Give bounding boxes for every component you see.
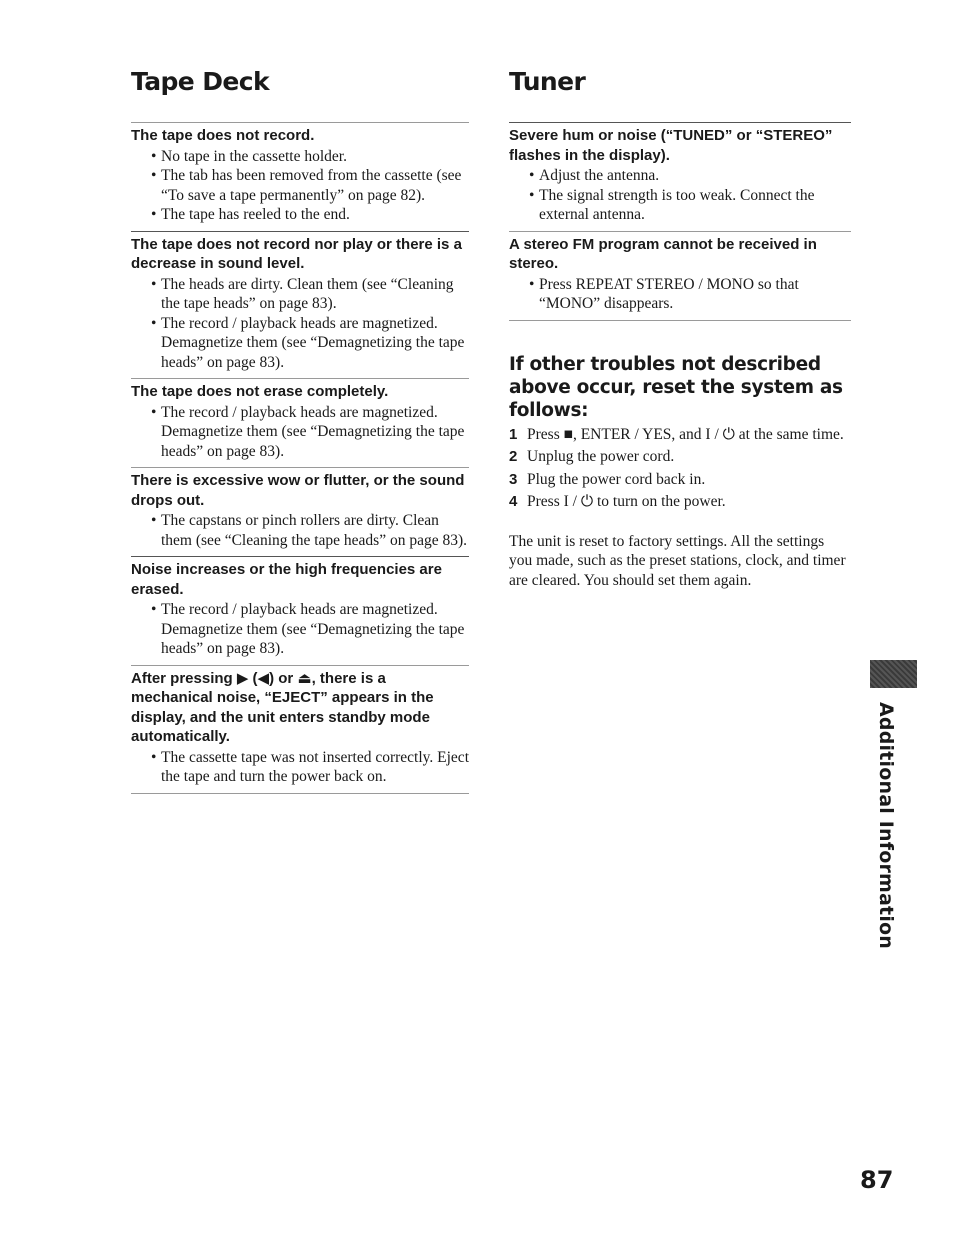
remedy-text: The cassette tape was not inserted correctly. Eject the tape and turn the power back on.	[161, 748, 469, 785]
tape-deck-title: Tape Deck	[131, 67, 270, 96]
remedy-item	[151, 147, 469, 167]
section-tab-marker	[870, 660, 917, 688]
reset-steps	[509, 425, 851, 512]
remedy-list	[131, 275, 469, 373]
trouble-heading: Severe hum or noise (“TUNED” or “STEREO” flashes in the display).	[509, 127, 833, 164]
trouble-heading: Noise increases or the high frequencies are erased.	[131, 561, 442, 598]
bullet-glyph: •	[529, 186, 535, 204]
remedy-item	[151, 403, 469, 462]
trouble-heading: A stereo FM program cannot be received in stereo.	[509, 235, 817, 272]
remedy-item	[151, 314, 469, 373]
trouble-section	[131, 123, 469, 231]
remedy-text: The record / playback heads are magnetized. Demagnetize them (see “Demagnetizing the tape heads” on page 83).	[161, 314, 465, 371]
remedy-list	[131, 511, 469, 550]
remedy-list	[509, 166, 851, 225]
remedy-text: The capstans or pinch rollers are dirty. Clean them (see “Cleaning the tape heads” on page 83).	[161, 512, 468, 549]
remedy-text: Press REPEAT STEREO / MONO so that “MONO” disappears.	[539, 275, 799, 312]
trouble-heading: There is excessive wow or flutter, or the sound drops out.	[131, 472, 465, 509]
bullet-glyph: •	[151, 275, 157, 293]
trouble-heading: The tape does not erase completely.	[131, 383, 389, 400]
trouble-section	[131, 557, 469, 665]
remedy-item	[529, 166, 851, 186]
tape-deck-column	[131, 62, 469, 794]
step-number: 4	[509, 493, 518, 510]
remedy-text: The heads are dirty. Clean them (see “Cleaning the tape heads” on page 83).	[161, 275, 454, 312]
trouble-heading: The tape does not record.	[131, 127, 315, 144]
trouble-section	[131, 666, 469, 793]
bullet-glyph: •	[151, 403, 157, 421]
step-text: Unplug the power cord.	[527, 448, 675, 465]
bullet-glyph: •	[529, 275, 535, 293]
step-number: 1	[509, 425, 518, 443]
remedy-text: The tab has been removed from the cassette (see “To save a tape permanently” on page 82).	[161, 167, 462, 204]
trouble-section	[509, 232, 851, 320]
step-text: Plug the power cord back in.	[527, 470, 706, 488]
reset-note: The unit is reset to factory settings. All the settings you made, such as the preset stations, clock, and timer are cleared. You should set them again.	[509, 532, 846, 589]
trouble-section	[131, 379, 469, 467]
remedy-list	[509, 275, 851, 314]
trouble-heading: The tape does not record nor play or there is a decrease in sound level.	[131, 235, 462, 272]
remedy-text: Adjust the antenna.	[539, 167, 660, 184]
section-side-label: Additional Information	[875, 702, 897, 950]
reset-heading: If other troubles not described above occur, reset the system as follows:	[509, 353, 843, 421]
remedy-text: The record / playback heads are magnetized. Demagnetize them (see “Demagnetizing the tape heads” on page 83).	[161, 403, 465, 460]
remedy-item	[529, 275, 851, 314]
bullet-glyph: •	[151, 601, 157, 618]
remedy-item	[151, 600, 469, 659]
bullet-glyph: •	[151, 314, 157, 332]
step-number: 2	[509, 448, 518, 465]
bullet-glyph: •	[529, 167, 535, 184]
section-divider	[509, 320, 851, 321]
reset-step	[509, 425, 851, 445]
trouble-section	[131, 232, 469, 379]
tuner-column	[509, 62, 851, 590]
remedy-item	[151, 748, 469, 787]
remedy-item	[151, 511, 469, 550]
bullet-glyph: •	[151, 147, 157, 165]
remedy-text: The signal strength is too weak. Connect the external antenna.	[539, 186, 815, 223]
remedy-item	[151, 205, 469, 225]
tuner-title: Tuner	[509, 67, 586, 96]
remedy-list	[131, 748, 469, 787]
reset-step	[509, 447, 851, 467]
page-number: 87	[860, 1166, 894, 1194]
bullet-glyph: •	[151, 512, 157, 529]
reset-step	[509, 492, 851, 512]
bullet-glyph: •	[151, 206, 157, 223]
bullet-glyph: •	[151, 167, 157, 184]
remedy-text: No tape in the cassette holder.	[161, 147, 347, 165]
step-text: Press ■, ENTER / YES, and I / ⏻ at the same time.	[527, 425, 844, 443]
remedy-list	[131, 147, 469, 225]
trouble-section	[131, 468, 469, 556]
bullet-glyph: •	[151, 748, 157, 766]
section-divider	[131, 793, 469, 794]
trouble-heading: After pressing ▶ (◀) or ⏏, there is a mechanical noise, “EJECT” appears in the display, and the unit enters standby mode automatically.	[131, 669, 434, 745]
remedy-text: The record / playback heads are magnetized. Demagnetize them (see “Demagnetizing the tape heads” on page 83).	[161, 601, 465, 657]
remedy-item	[529, 186, 851, 225]
step-number: 3	[509, 470, 518, 488]
reset-step	[509, 470, 851, 490]
remedy-list	[131, 600, 469, 659]
remedy-item	[151, 275, 469, 314]
remedy-item	[151, 166, 469, 205]
step-text: Press I / ⏻ to turn on the power.	[527, 493, 726, 510]
remedy-list	[131, 403, 469, 462]
trouble-section	[509, 123, 851, 231]
remedy-text: The tape has reeled to the end.	[161, 206, 350, 223]
